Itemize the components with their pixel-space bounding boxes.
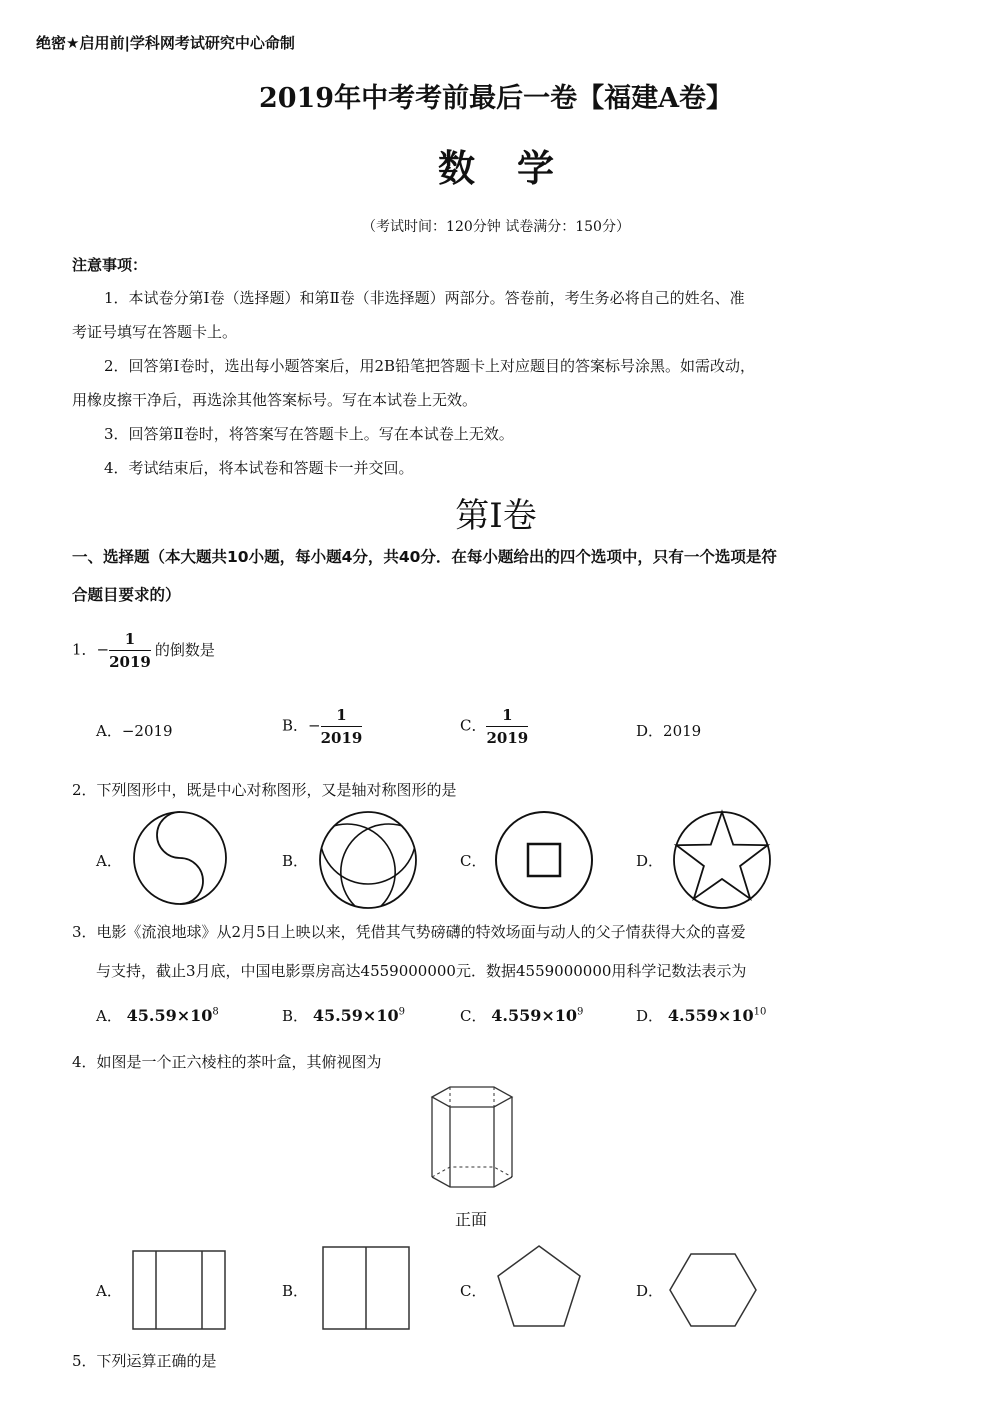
fraction bbox=[109, 630, 151, 671]
q4-label-d: D． bbox=[636, 1282, 664, 1300]
option-label: B． bbox=[282, 716, 309, 735]
scientific-notation: $45.59\times 10^8$ bbox=[126, 1006, 219, 1025]
q1-option-c bbox=[460, 706, 528, 747]
fraction-numerator: 1 bbox=[486, 706, 528, 727]
q4-label-a: A． bbox=[96, 1282, 122, 1300]
notice-heading: 注意事项： bbox=[72, 256, 148, 274]
q1-option-a bbox=[96, 720, 173, 741]
fraction-denominator: 2019 bbox=[109, 653, 151, 671]
section-title: 第Ⅰ卷 bbox=[455, 496, 537, 536]
notice-item-1: 1．本试卷分第Ⅰ卷（选择题）和第Ⅱ卷（非选择题）两部分。答卷前，考生务必将自己的姓名、准 bbox=[104, 289, 745, 307]
notice-item-4: 4．考试结束后，将本试卷和答题卡一并交回。 bbox=[104, 459, 414, 477]
minus-sign: − bbox=[308, 716, 321, 735]
part1-heading: 一、选择题（本大题共10小题，每小题4分，共40分．在每小题给出的四个选项中，只有一个选项是符 bbox=[72, 548, 777, 566]
option-label: A． bbox=[96, 1007, 122, 1025]
q3-option-c bbox=[460, 1005, 583, 1026]
option-label: D． bbox=[636, 722, 664, 740]
yin-yang-figure bbox=[132, 810, 228, 906]
q4-label-c: C． bbox=[460, 1282, 487, 1300]
scientific-notation: $45.59\times 10^9$ bbox=[312, 1006, 405, 1025]
fraction-numerator: 1 bbox=[109, 630, 151, 651]
q1-option-d bbox=[636, 720, 701, 741]
notice-item-1-cont: 考证号填写在答题卡上。 bbox=[72, 323, 238, 341]
option-label: C． bbox=[460, 1007, 487, 1025]
question-3: 3．电影《流浪地球》从2月5日上映以来，凭借其气势磅礴的特效场面与动人的父子情获得大众的喜爱 bbox=[72, 923, 746, 941]
exam-title: 2019年中考考前最后一卷【福建A卷】 bbox=[258, 83, 734, 114]
confidential-label: 绝密★启用前|学科网考试研究中心命制 bbox=[36, 34, 295, 52]
minus-sign: − bbox=[96, 640, 110, 659]
fraction bbox=[321, 706, 363, 747]
option-label: A． bbox=[96, 722, 122, 740]
circle-square-figure bbox=[494, 810, 594, 910]
q2-label-d: D． bbox=[636, 852, 664, 870]
exam-info: （考试时间：120分钟 试卷满分：150分） bbox=[362, 219, 630, 235]
scientific-notation: $4.559\times 10^{10}$ bbox=[667, 1006, 767, 1025]
q4-label-b: B． bbox=[282, 1282, 309, 1300]
q3-option-b bbox=[282, 1005, 405, 1026]
q3-option-a bbox=[96, 1005, 219, 1026]
notice-item-3: 3．回答第Ⅱ卷时，将答案写在答题卡上。写在本试卷上无效。 bbox=[104, 425, 514, 443]
question-2: 2．下列图形中，既是中心对称图形，又是轴对称图形的是 bbox=[72, 781, 457, 799]
notice-item-2: 2．回答第Ⅰ卷时，选出每小题答案后，用2B铅笔把答题卡上对应题目的答案标号涂黑。如需改动， bbox=[104, 357, 756, 375]
hexagonal-prism-figure bbox=[428, 1085, 518, 1189]
two-panel-rectangle-figure bbox=[322, 1246, 410, 1330]
option-text: −2019 bbox=[121, 722, 173, 740]
option-label: C． bbox=[460, 716, 487, 735]
question-stem: 的倒数是 bbox=[154, 640, 215, 659]
question-4: 4．如图是一个正六棱柱的茶叶盒，其俯视图为 bbox=[72, 1053, 382, 1071]
option-text: 2019 bbox=[663, 722, 702, 740]
fraction-numerator: 1 bbox=[321, 706, 363, 727]
q3-option-d bbox=[636, 1005, 766, 1026]
q2-label-c: C． bbox=[460, 852, 487, 870]
hexagon-figure bbox=[668, 1252, 758, 1328]
option-label: B． bbox=[282, 1007, 309, 1025]
q1-option-b bbox=[282, 706, 362, 747]
question-number: 1． bbox=[72, 640, 97, 659]
q2-label-a: A． bbox=[96, 852, 122, 870]
figure-caption: 正面 bbox=[455, 1210, 488, 1229]
question-1 bbox=[72, 630, 215, 671]
question-5: 5．下列运算正确的是 bbox=[72, 1352, 217, 1370]
fraction-denominator: 2019 bbox=[486, 729, 529, 747]
option-label: D． bbox=[636, 1007, 664, 1025]
pentagon-figure bbox=[496, 1244, 582, 1328]
scientific-notation: $4.559\times 10^9$ bbox=[491, 1006, 584, 1025]
subject-title: 数学 bbox=[438, 146, 596, 190]
circle-star-figure bbox=[672, 810, 772, 910]
question-3-cont: 与支持，截止3月底，中国电影票房高达4559000000元．数据4559000000用科学记数法表示为 bbox=[96, 962, 747, 980]
three-arc-circle-figure bbox=[318, 810, 418, 910]
fraction bbox=[486, 706, 528, 747]
notice-item-2-cont: 用橡皮擦干净后，再选涂其他答案标号。写在本试卷上无效。 bbox=[72, 391, 478, 409]
q2-label-b: B． bbox=[282, 852, 309, 870]
three-panel-rectangle-figure bbox=[132, 1250, 226, 1330]
part1-heading-cont: 合题目要求的） bbox=[72, 586, 181, 604]
fraction-denominator: 2019 bbox=[320, 729, 363, 747]
